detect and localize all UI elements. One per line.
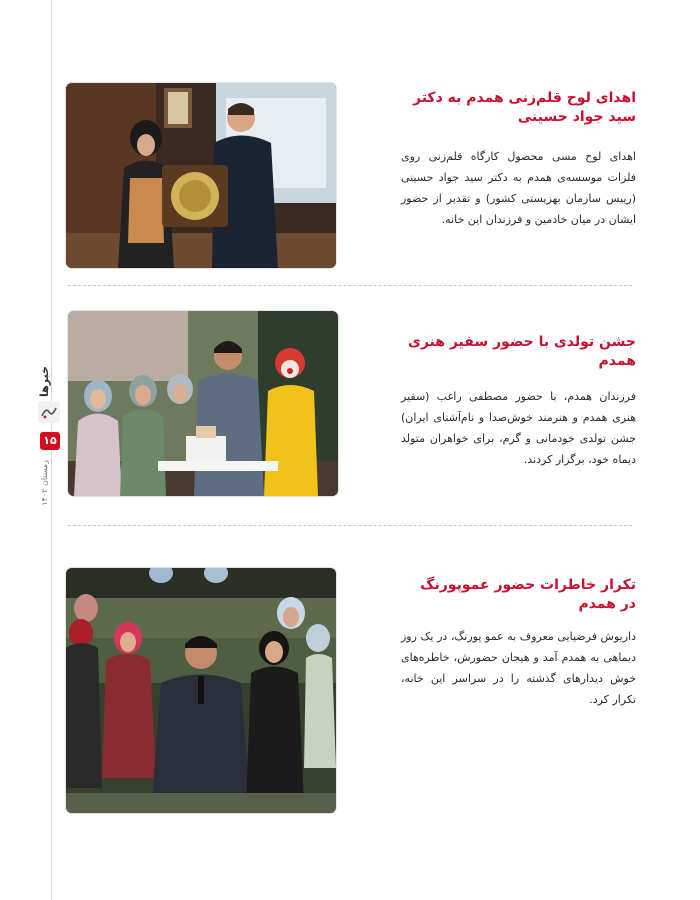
- issue-label: زمستان ۱۴۰۲: [40, 460, 49, 506]
- article-amoo-pourang-visit: [66, 568, 646, 813]
- article-award-plaque: [66, 83, 646, 268]
- article-body: فرزندان همدم، با حضور مصطفی راغب (سفیر هنری همدم و هنرمند خوش‌صدا و نام‌آشنای ایران) جشن تولدی خودمانی و گرم، برای خواهران متولد دیماه خود، برگزار کردند.: [401, 390, 636, 466]
- article-body: اهدای لوح مسی محصول کارگاه قلم‌زنی روی فلزات موسسه‌ی همدم به دکتر سید جواد حسینی (رییس سازمان بهزیستی کشور) و تقدیر از حضور ایشان در میان خادمین و فرزندان این خانه.: [401, 150, 636, 226]
- award-ceremony-photo: [66, 83, 336, 268]
- auditorium-visit-photo: [66, 568, 336, 813]
- margin-rule: [51, 0, 52, 900]
- article-birthday-celebration: [66, 311, 646, 496]
- article-title: جشن تولدی با حضور سفیر هنری همدم: [408, 334, 636, 369]
- article-title: اهدای لوح قلم‌زنی همدم به دکتر سید جواد حسینی: [413, 90, 636, 125]
- article-title: تکرار خاطرات حضور عموپورنگ در همدم: [420, 577, 636, 612]
- section-divider: [68, 285, 632, 286]
- section-label: خبرها: [38, 366, 51, 398]
- magazine-logo-icon: [38, 401, 60, 423]
- page-number-badge: ۱۵: [40, 432, 60, 450]
- article-body: داریوش فرضیایی معروف به عمو پورنگ، در یک روز دیماهی به همدم آمد و هیجان حضورش، خاطره‌های خوش دیدارهای گذشته را در سراسر این خانه، تکرار کرد.: [401, 630, 636, 706]
- birthday-party-photo: [68, 311, 338, 496]
- section-divider: [68, 525, 632, 526]
